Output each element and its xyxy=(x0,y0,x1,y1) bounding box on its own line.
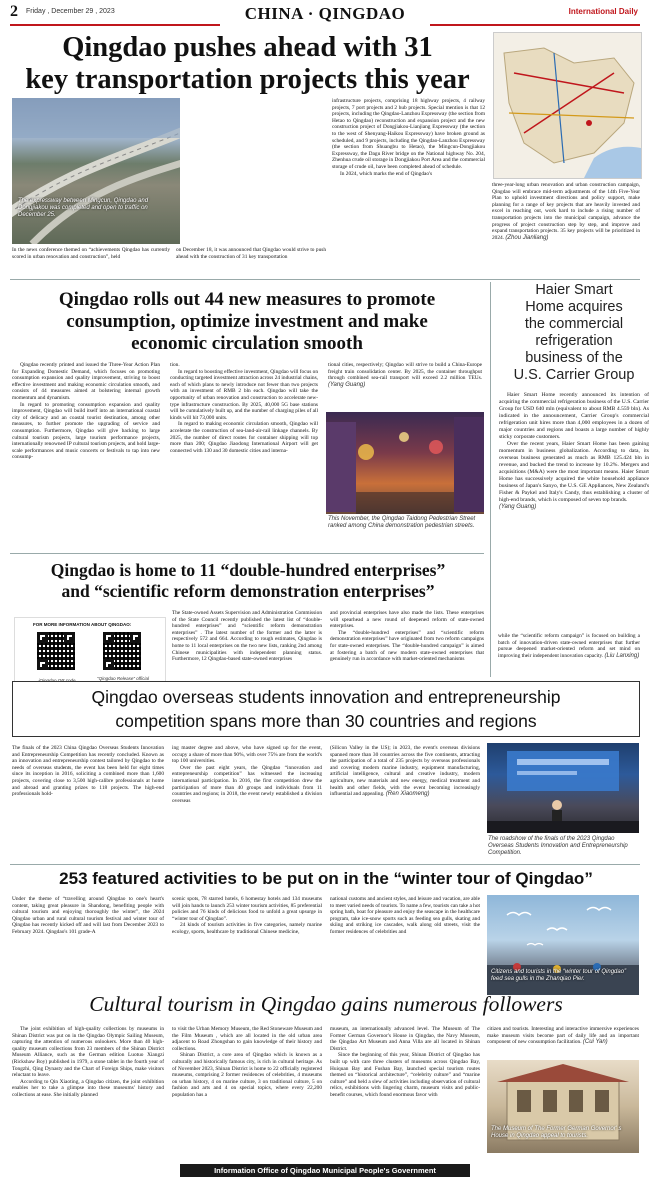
story1-col3-p2: In 2024, which marks the end of Qingdao's xyxy=(340,170,433,177)
street-illustration xyxy=(326,412,484,514)
story1-byline: (Zhou Jianliang) xyxy=(505,234,549,241)
story2-byline: (Yang Guang) xyxy=(328,381,366,388)
section-title: CHINA · QINGDAO xyxy=(244,4,406,23)
story2-col1-p1: Qingdao recently printed and issued the Three-Year Action Plan for Expanding Domestic Demand, which focuses on promoting consumption expansion and quality improvement, striving to boost effective investment and making economic circulation smooth, and consists of 44 measures aimed at bolstering internal growth momentum and dynamism. xyxy=(12,362,160,401)
story7-col1-p1: The joint exhibition of high-quality collections by museums in Shinan District was put on in the Qingdao Olympic Sailing Museum, capturing the attention of numerous onlookers. More than 40 high-quality museum collections from 23 members of the Shinan District Museum Alliance, such as the German edition Luotuo Xiangzi (Rickshaw Boy) published in 1979, a stone tablet in the fourth year of Tongzhi, Qing Dynasty and the Chart of Foreign Ships, make visitors reluctant to leave. xyxy=(12,1026,164,1079)
story5-col2-p1: ing master degree and above, who have signed up for the event, occupy a share of more than 90%, with over 75% are from the world's top 100 universities. xyxy=(172,745,322,765)
divider-1 xyxy=(10,279,640,280)
story1-col3 xyxy=(332,98,485,177)
expressway-photo xyxy=(12,98,180,244)
story1-headline-line1: Qingdao pushes ahead with 31 xyxy=(62,32,433,63)
footer-text: Information Office of Qingdao Municipal People's Government xyxy=(214,1166,436,1175)
story1-headline-line2: key transportation projects this year xyxy=(25,64,470,95)
story6-col2-p2: 24 kinds of tourism activities in five categories, namely marine ecology, sports, healthcare by traditional Chinese medicine, xyxy=(172,922,322,935)
story2-col1-p2: In regard to promoting consumption expansion and quality improvement, Qingdao will build itself into an international coastal city of delicacy and an coastal tourist destination, among other measures, to further promote the upgrading of service and consumption. Furthermore, Qingdao will give backing to large cultural tourism projects, large tourism performance projects, internationally renowned IP cultural tourism projects, and hold large-scale performances and music concerts or festivals to tap into new consump- xyxy=(12,401,160,461)
story2-col2 xyxy=(170,362,318,454)
story2-col2-p2: In regard to boosting effective investment, Qingdao will focus on conducting targeted investment attraction across 24 industrial chains, each of which plans to newly introduce not fewer than two projects with an investment of RMB 2 bln each. Qingdao will take the opportunity of urban renovation and construction to accelerate new-type infrastructure construction. By 2025, 40,000 5G base stations will be cumulatively built up, and the number of charging piles of all kinds will hit 73,000 units. xyxy=(170,368,318,421)
story7-col3-p1: museum, an internationally advanced level. The Museum of The Former German Governor's House in Qingdao, the Navy Museum, the Qingdao Art Museum and Anna Villa are all located in Shinan District. xyxy=(330,1026,480,1052)
haier-headline-line6: U.S. Carrier Group xyxy=(513,367,635,383)
map-graphic xyxy=(493,32,642,179)
story4-col2 xyxy=(330,610,484,663)
story5-col3-text: (Silicon Valley in the US); in 2023, the event's overseas divisions spanned more than 30 countries across the five continents, attracting the participation of a total of 235 projects by overseas professionals and covering modern marine industry, equipment manufacturing, artificial intelligence, cultural and creative industry, modern agriculture, new materials and new energy, medical treatment and health and other fields, with the event becoming increasingly influential and appealing. xyxy=(330,745,480,798)
story2-col2-p1: tion. xyxy=(170,362,180,368)
story7-byline: (Cui Yan) xyxy=(582,1039,608,1046)
haier-headline-line1: Haier Smart xyxy=(535,282,613,298)
story5-headline-line2: competition spans more than 30 countries and regions xyxy=(115,711,537,731)
story2-headline-line1: Qingdao rolls out 44 new measures to promote xyxy=(58,289,436,310)
story4-col2-p2: The “double-hundred enterprises” and “scientific reform demonstration enterprises” have originated from two reform campaigns for state-owned enterprises. The “double-hundred campaign” is aimed at fostering a batch of new modern state-owned enterprises that genuinely run in accordance with market-oriented mechanisms xyxy=(330,629,484,663)
transport-map xyxy=(494,33,641,178)
story1-col4-text: three-year-long urban renovation and urban construction campaign, Qingdao will embrace mid-term adjustments of the 14th Five-Year Plan to uphold investment directions and policy support, make planning for a range of key projects that are heavily invested and excel in reaching out, work hard to include a rising number of transportation projects into the municipal campaign, advance the progress of project construction step by step, and improve and expand transportation projects. 35 key projects will be prioritized in 2024. xyxy=(492,182,640,241)
roadshow-photo xyxy=(487,743,639,833)
story7-headline: Cultural tourism in Qingdao gains numerous followers xyxy=(89,992,563,1016)
story5-headline-box xyxy=(12,681,640,737)
masthead-rule-right xyxy=(430,24,640,26)
museum-photo xyxy=(487,1060,639,1153)
story4-col1: The State-owned Assets Supervision and Administration Commission of the State Council recently published the latest list of “double-hundred enterprises” and “scientific reform demonstration enterprises” . The latest number of the former and the latter is respectively 572 and 664. According to rough estimates, Qingdao is home to 11 local enterprises on the two new lists, ranking 2nd among Chinese municipalities with independent planning status. Furthermore, 12 Qingdao-based state-owned enterprises xyxy=(172,610,322,663)
story7-col2-p1: to visit the Urban Memory Museum, the Red Stoneware Museum and the Film Museum , which are all located in the old urban area adjacent to Road Zhongshan to gain knowledge of their history and collections. xyxy=(172,1026,322,1052)
roadshow-caption: The roadshow of the finals of the 2023 Qingdao Overseas Students Innovation and Entrepreneurship Competition. xyxy=(488,836,628,857)
story5-headline-line1: Qingdao overseas students innovation and entrepreneurship xyxy=(91,687,561,707)
story4-col3 xyxy=(498,633,640,660)
haier-byline: (Yang Guang) xyxy=(499,504,537,510)
story2-headline-line3: economic circulation smooth xyxy=(131,333,363,354)
haier-headline-line2: Home acquires xyxy=(525,299,623,315)
story2-col3 xyxy=(328,362,482,389)
wechat-qr-code[interactable] xyxy=(103,632,141,670)
museum-caption: The Museum of The Former German Governor' s House in Qingdao appeal to tourists. xyxy=(491,1126,622,1140)
story5-col3 xyxy=(330,745,480,798)
story1-col1: In the news conference themed on “achievements Qingdao has currently scored in urban renovation and construction”, held xyxy=(12,247,170,260)
paper-name: International Daily xyxy=(568,7,638,16)
masthead xyxy=(0,0,650,30)
story6-col2 xyxy=(172,896,322,936)
story4-col3-text: while the “scientific reform campaign” is focused on building a batch of innovation-driven state-owned enterprises that further pursue deepened market-oriented reform and set mind on improving their independent innovation capacity. xyxy=(498,633,640,659)
story6-col1: Under the theme of “travelling around Qingdao to one's heart's content, taking great pleasure in Shandong, benefiting people with cultural tourism and enjoying thoroughly the winter”, the 2024 Qingdao urban and rural cultural tourism festival and winter tour of Qingdao has recently kicked off and will last from December 2023 to February 2024. Qingdao's 101 grade-A xyxy=(12,896,164,935)
story7-col1 xyxy=(12,1026,164,1099)
story7-col1-p2: According to Qin Xiaoting, a Qingdao citizen, the joint exhibition enables her to take a glimpse into these museums' history and collections at ease. She initially planned xyxy=(12,1078,164,1098)
sea-gulls-caption: Citizens and tourists in the “winter tour of Qingdao” feed sea gulls in the Zhanqiao Pier. xyxy=(491,969,627,983)
masthead-rule-left xyxy=(10,24,220,26)
story4-col2-p1: and provincial enterprises have also made the lists. These enterprises will spearhead a new round of deepened reform of state-owned enterprises. xyxy=(330,610,484,630)
haier-sidebar xyxy=(490,282,649,677)
story5-col1: The finals of the 2023 China Qingdao Overseas Students Innovation and Entrepreneurship Competition has recently concluded. Known as an innovation and entrepreneurship contest tailored by Qingdao to the needs of overseas students, the event has been held for eight times since its inception in 2016, soliciting a combined more than 1,600 projects, covering close to 3,500 high-calibre professionals at home and abroad and granting prizes to 118 projects. The high-end professionals hold- xyxy=(12,745,164,798)
roadshow-illustration xyxy=(487,743,639,833)
story7-col2-p2: Shinan District, a core area of Qingdao which is known as a culturally and historically famous city, is rich in cultural heritage. As of November 2023, Shinan District is home to 22 officially registered museums, comprising 2 former residences of celebrities, 4 museums on urban history, 4 on marine culture, 3 on traditional culture, 5 on fashion and arts and 4 on special topics, where every 22,200 population has a xyxy=(172,1052,322,1098)
qr2-label: "Qingdao Release" official xyxy=(97,676,149,681)
haier-headline-line3: the commercial xyxy=(524,316,624,332)
page-number: 2 xyxy=(10,3,18,20)
expressway-illustration xyxy=(12,98,180,244)
haier-body xyxy=(499,392,649,511)
story2-col2-p3: In regard to making economic circulation smooth, Qingdao will accelerate the construction of sea-land-air-rail linkage channels. By 2025, the number of direct routes for container shipping will top more than 200; Qingdao Jiaodong International Airport will get connected with 130 and 30 domestic cities and interna- xyxy=(170,421,318,454)
story6-col2-p1: scenic spots, 78 starred hotels, 6 homestay hotels and 134 museums will join hands to launch 253 winter tourism activities, 85 preferential policies and 76 kinds of delicious food to unfold a great upsurge in “winter tour of Qingdao”. xyxy=(172,896,322,922)
story2-col3-text: tional cities, respectively; Qingdao will strive to build a China-Europe freight train consolidation center. By 2025, the container throughput through combined sea-rail transport will exceed 2.2 million TEUs. xyxy=(328,362,482,382)
haier-body-p2: Over the recent years, Haier Smart Home has been gaining momentum in business globalization. According to data, its overseas business generated as much as RMB 125.424 bln in revenue, and bucked the trend to increase by 10.2%. Mergers and acquisitions (M&A) were the most important means. Haier Smart Home has successively acquired the white household appliance business of Japan's Sanyo, the U.S. GE Appliances, New Zealand's Fisher & Paykel and Italy's Candy, thus establishing a cluster of high-end brands, which is composed of seven top brands. xyxy=(499,441,649,503)
story5-byline: (Ren Xiaomeng) xyxy=(385,791,430,798)
story7-col3 xyxy=(330,1026,480,1099)
expressway-caption: The expressway between Mingcun, Qingdao and Dongjiakou was completed and open to traffic on December 25. xyxy=(18,198,149,219)
haier-body-p1: Haier Smart Home recently announced its intention of acquiring the commercial refrigeration business of the U.S. Carrier Group for USD 640 mln (equivalent to about RMB 4.559 bln). As indicated in the announcement, Carrier Group's commercial refrigeration unit hires more than 4,000 employees in a dozen of major countries and regions and boasts a large number of highly sticky corporate customers. xyxy=(499,392,649,440)
story1-col3-p1: infrastructure projects, comprising 18 highway projects, 4 railway projects, 7 port projects and 2 hub projects. Special mention is that 12 projects, including the Qingdao-Lanzhou Expressway (the section from Hetao to Qingdao) reconstruction and expansion project and the new construction project of Dongjiakou-Lianjiang Expressway (the section to the west of Shenyang-Haikou Expressway) have broken ground as scheduled, and 9 projects, including the Qingdao-Lanzhou Expressway (the section from Shuangbu to Hetao), the Mingcun-Dongjiakou Expressway, the Dagu River bridge on the National highway No. 204, Zhenhua crude oil storage in Dongjiakou Port Area and the commercial storage of crude oil, have been completed ahead of schedule. xyxy=(332,98,485,170)
story2-headline-line2: consumption, optimize investment and make xyxy=(66,311,428,332)
divider-3 xyxy=(10,864,640,865)
sea-gulls-photo xyxy=(487,895,639,995)
haier-headline-line5: business of the xyxy=(525,350,623,366)
story6-col3: national customs and ancient styles, and leisure and vacation, are able to meet varied needs of tourists. To name a few, tourists can take a hot spring bath, boat for pleasure and enjoy the seascape in the healthcare program, take ice-snow sports such as feeding sea gulls, skating and skiing and striking ice cascades, walk along old streets, visit the former residences of celebrities and xyxy=(330,896,480,935)
story6-headline: 253 featured activities to be put on in the “winter tour of Qingdao” xyxy=(59,869,593,888)
story5-col2-p2: Over the past eight years, the Qingdao “innovation and entrepreneurship competition” has witnessed the increasing international participation. In 2016, the first competition drew the participation of more than 40 groups and individuals from 11 countries and regions; in 2018, the event newly established a division overseas xyxy=(172,764,322,804)
story1-col4 xyxy=(492,182,640,242)
story7-col3-p2: Since the beginning of this year, Shinan District of Qingdao has built up with care three clusters of museums across Qingdao Bay, Huiquan Bay and Fushan Bay, launched special tourism routes themed on “historical architecture”, “celebrity culture” and “marine culture” and held a slew of activities including observation of cultural relics, exhibitions with lingering charm, museum visits and public-benefit courses, which found enormous favor with xyxy=(330,1052,480,1098)
issue-date: Friday , December 29 , 2023 xyxy=(26,8,115,15)
story7-col4 xyxy=(487,1026,639,1046)
story4-headline-line1: Qingdao is home to 11 “double-hundred enterprises” xyxy=(50,560,446,580)
story4-headline-line2: and “scientific reform demonstration enterprises” xyxy=(61,581,435,601)
qr-title: FOR MORE INFORMATION ABOUT QINGDAO: xyxy=(33,622,132,627)
story5-col2 xyxy=(172,745,322,804)
pedestrian-street-photo xyxy=(326,412,484,514)
iqingdao-qr-code[interactable] xyxy=(37,632,75,670)
story1-col2: on December 18, it was announced that Qingdao would strive to push ahead with the construction of 31 key transportation xyxy=(176,247,326,260)
pedestrian-street-caption: This November, the Qingdao Taidong Pedestrian Street ranked among China demonstration pedestrian streets. xyxy=(328,516,476,530)
divider-2 xyxy=(10,553,484,554)
haier-headline-line4: refrigeration xyxy=(535,333,613,349)
story2-col1 xyxy=(12,362,160,461)
footer-bar xyxy=(180,1164,470,1177)
story4-byline: (Liu Lanxing) xyxy=(604,652,640,659)
story7-col2 xyxy=(172,1026,322,1099)
story7-col4-text: citizen and tourists. Interesting and interactive immersive experiences make museum visits become part of daily life and an important component of new consumption facilitation. xyxy=(487,1026,639,1046)
